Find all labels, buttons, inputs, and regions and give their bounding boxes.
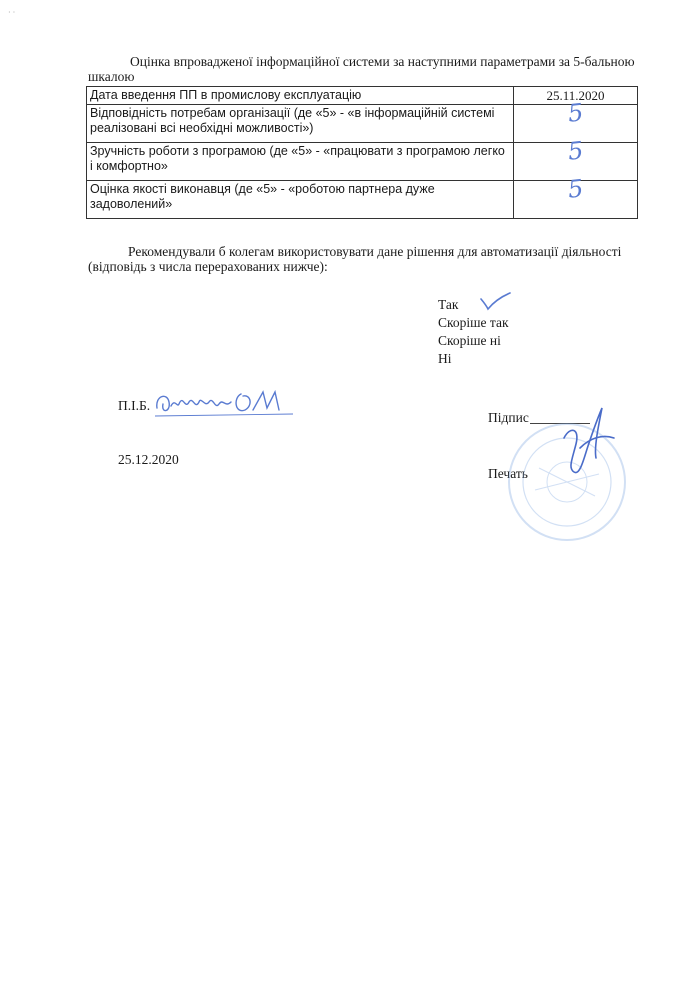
table-row — [87, 87, 638, 105]
table-row — [87, 181, 638, 219]
checkmark-icon — [478, 291, 512, 311]
answer-option: Скоріше так — [438, 315, 509, 330]
scan-artifact: · · — [8, 8, 16, 17]
evaluation-table — [86, 86, 638, 219]
answer-option: Так — [438, 297, 459, 312]
answer-option: Скоріше ні — [438, 333, 501, 348]
recommendation-paragraph: Рекомендували б колегам використовувати дане рішення для автоматизації діяльності (відповідь з числа перерахованих нижче): — [88, 244, 622, 274]
criterion-cell: Зручність роботи з програмою (де «5» - «працювати з програмою легко і комфортно» — [87, 143, 514, 181]
table-row — [87, 105, 638, 143]
criterion-cell: Дата введення ПП в промислову експлуатацію — [87, 87, 514, 105]
signature-label: Підпис — [488, 410, 529, 425]
criterion-cell: Оцінка якості виконавця (де «5» - «роботою партнера дуже задоволений» — [87, 181, 514, 219]
seal-label: Печать — [488, 466, 528, 481]
criterion-cell: Відповідність потребам організації (де «5» - «в інформаційній системі реалізовані всі необхідні можливості») — [87, 105, 514, 143]
table-row — [87, 143, 638, 181]
value-cell: 25.11.2020 — [514, 87, 638, 105]
intro-paragraph: Оцінка впровадженої інформаційної системи за наступними параметрами за 5-бальною шкалою — [88, 54, 635, 84]
signing-date: 25.12.2020 — [118, 452, 179, 467]
answer-option: Ні — [438, 351, 452, 366]
pib-label: П.І.Б. — [118, 398, 151, 413]
value-cell — [514, 174, 638, 219]
handwritten-score: 5 — [566, 98, 585, 128]
signature-icon — [550, 398, 620, 498]
handwritten-name-icon — [153, 384, 303, 424]
handwritten-score: 5 — [566, 174, 585, 204]
handwritten-score: 5 — [566, 136, 585, 166]
